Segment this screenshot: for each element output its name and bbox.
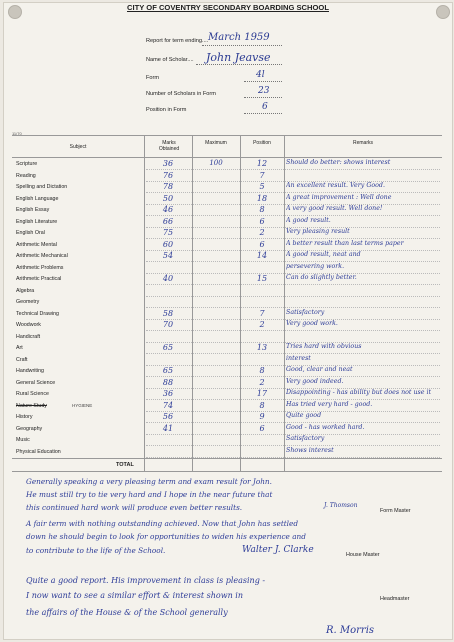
position-value: 2 <box>259 320 265 329</box>
school-title: CITY OF COVENTRY SECONDARY BOARDING SCHOOL <box>127 3 329 12</box>
position-label: Position in Form <box>146 107 187 113</box>
position-value: 15 <box>256 274 268 283</box>
table-row <box>12 402 442 411</box>
remark-text: Satisfactory <box>286 435 325 442</box>
period-value: March 1959 <box>208 32 270 43</box>
table-row <box>12 356 442 365</box>
subject-label: Craft <box>16 356 28 363</box>
subject-label: Scripture <box>16 161 38 167</box>
headmaster-signature: R. Morris <box>326 625 375 636</box>
table-row <box>12 344 442 353</box>
remark-text: An excellent result. Very Good. <box>286 182 385 189</box>
position-value: 6 <box>259 239 265 249</box>
table-row <box>12 160 442 169</box>
table-row <box>12 425 442 434</box>
remark-text: Shows interest <box>286 446 334 454</box>
row-rule <box>146 457 440 458</box>
mark-value: 66 <box>162 216 174 226</box>
house-master-label: House Master <box>346 552 380 558</box>
table-row <box>12 321 442 330</box>
subject-label: Geography <box>16 425 43 432</box>
position-value: 17 <box>256 389 268 398</box>
remark-text: Very good work. <box>286 320 338 327</box>
position-value: 7 <box>259 170 265 180</box>
table-row <box>12 287 442 296</box>
mark-value: 54 <box>162 251 174 260</box>
table-row <box>12 379 442 388</box>
table-row <box>12 448 442 457</box>
mark-value: 50 <box>162 193 174 203</box>
subject-label: Art <box>16 345 23 351</box>
remark-text: Tries hard with obvious <box>286 343 362 350</box>
table-row <box>12 333 442 342</box>
mark-value: 76 <box>162 170 174 180</box>
remark-text: Disappointing - has ability but does not use it <box>286 389 432 396</box>
table-row <box>12 218 442 227</box>
col-position: Position <box>253 140 271 146</box>
form-master-line-2: He must still try to tie very hard and I hope in the near future that <box>26 490 273 499</box>
marks-table <box>12 135 442 472</box>
position-value: 2 <box>259 377 265 387</box>
mark-value: 78 <box>162 182 174 191</box>
table-row <box>12 436 442 445</box>
remark-text: A good result, neat and <box>286 251 361 258</box>
remark-text: Can do slightly better. <box>286 274 357 281</box>
head-line-2: I now want to see a similar effort & interest shown in <box>26 591 243 600</box>
table-row <box>12 183 442 192</box>
subject-label: English Oral <box>16 230 45 236</box>
form-code: 11/70 <box>12 131 22 136</box>
period-label: Report for term ending.... <box>146 38 209 44</box>
row-rule <box>146 330 440 331</box>
subject-label: Technical Drawing <box>16 310 59 317</box>
position-value: 6 <box>259 423 265 433</box>
subject-label: History <box>16 414 33 420</box>
subject-label: English Literature <box>16 218 58 225</box>
subject-note: HYGIENE <box>72 402 93 408</box>
mark-value: 70 <box>162 320 174 329</box>
head-line-3: the affairs of the House & of the School generally <box>26 608 228 617</box>
subject-label: Arithmetic Mechanical <box>16 253 68 259</box>
remark-text: Very pleasing result <box>286 228 350 235</box>
scholar-label: Name of Scholar.... <box>146 57 194 63</box>
table-row <box>12 390 442 399</box>
table-row <box>12 229 442 238</box>
subject-label: Spelling and Dictation <box>16 184 68 190</box>
form-label: Form <box>146 75 160 81</box>
remark-text: persevering work. <box>286 262 345 270</box>
position-value: 7 <box>259 308 265 318</box>
house-master-line-2: down he should begin to look for opportunities to widen his experience and <box>26 532 306 541</box>
mark-value: 46 <box>162 205 174 214</box>
table-row <box>12 264 442 273</box>
subject-label: Handicraft <box>16 333 41 340</box>
mark-value: 65 <box>162 343 174 352</box>
table-row <box>12 413 442 422</box>
mark-value: 40 <box>162 274 174 283</box>
subject-label: Rural Science <box>16 391 49 397</box>
remark-text: A good result. <box>286 216 331 224</box>
col-maximum: Maximum <box>205 140 227 146</box>
subject-label: Woodwork <box>16 322 41 328</box>
position-value: 8 <box>259 400 265 410</box>
subject-label: Music <box>16 437 30 443</box>
remark-text: Should do better: shows interest <box>286 159 391 166</box>
remark-text: Good, clear and neat <box>286 366 353 373</box>
position-value: 6 <box>259 216 265 226</box>
house-master-line-1: A fair term with nothing outstanding achieved. Now that John has settled <box>26 519 299 528</box>
position-value: 13 <box>256 343 268 352</box>
subject-label: General Science <box>16 379 56 386</box>
form-master-label: Form Master <box>380 508 411 514</box>
mark-value: 41 <box>162 423 174 433</box>
subject-label: Reading <box>16 172 36 179</box>
report-card <box>3 2 453 640</box>
number-value: 23 <box>258 86 270 96</box>
mark-value: 60 <box>162 239 174 249</box>
col-subject: Subject <box>69 144 87 150</box>
row-rule <box>146 296 440 297</box>
mark-value: 74 <box>162 400 174 410</box>
col-remarks: Remarks <box>352 140 373 146</box>
remark-text: Quite good <box>286 412 322 419</box>
house-master-line-3: to contribute to the life of the School. <box>26 546 166 555</box>
scholar-value: John Jeavse <box>206 51 271 64</box>
head-line-1: Quite a good report. His improvement in class is pleasing - <box>26 576 266 585</box>
table-row <box>12 195 442 204</box>
subject-label: English Essay <box>16 207 50 213</box>
subject-label: Arithmetic Problems <box>16 264 64 271</box>
mark-value: 36 <box>162 159 174 168</box>
position-value: 2 <box>259 228 265 237</box>
mark-value: 88 <box>162 377 174 387</box>
position-value: 9 <box>259 412 265 421</box>
row-rule <box>146 284 440 285</box>
table-row <box>12 310 442 319</box>
form-master-initials: J. Thomson <box>324 502 358 509</box>
subject-label: Geometry <box>16 299 40 305</box>
mark-value: 56 <box>162 412 174 421</box>
remark-text: A very good result. Well done! <box>286 205 383 212</box>
remark-text: A great improvement : Well done <box>286 193 392 201</box>
mark-value: 58 <box>162 308 174 318</box>
table-row <box>12 252 442 261</box>
mark-value: 65 <box>162 366 174 375</box>
table-row <box>12 206 442 215</box>
total-label: TOTAL <box>116 462 134 468</box>
mark-value: 75 <box>162 228 174 237</box>
mark-value: 36 <box>162 389 174 398</box>
remark-text: Good - has worked hard. <box>286 423 365 431</box>
table-row <box>12 275 442 284</box>
remark-text: Very good indeed. <box>286 377 344 385</box>
subject-label: Arithmetic Practical <box>16 276 62 282</box>
subject-label: Physical Education <box>16 448 61 455</box>
position-value: 8 <box>259 205 265 214</box>
table-row <box>12 172 442 181</box>
subject-label: English Language <box>16 195 59 202</box>
subject-label: Algebra <box>16 287 35 294</box>
maximum-value: 100 <box>209 159 223 167</box>
remark-text: interest <box>286 354 311 362</box>
headmaster-label: Headmaster <box>380 596 410 602</box>
position-value: 12 <box>256 159 268 168</box>
remark-text: Satisfactory <box>286 308 325 316</box>
position-value: 5 <box>259 182 265 191</box>
subject-label: Arithmetic Mental <box>16 241 57 248</box>
form-master-line-1: Generally speaking a very pleasing term and exam result for John. <box>26 477 272 486</box>
number-label: Number of Scholars in Form <box>146 91 216 97</box>
position-value: 8 <box>259 366 265 375</box>
remark-text: Has tried very hard - good. <box>286 400 373 408</box>
house-master-signature: Walter J. Clarke <box>242 545 314 555</box>
subject-label: Nature Study <box>16 402 47 409</box>
table-row <box>12 298 442 307</box>
position-value: 6 <box>262 102 268 112</box>
remark-text: A better result than last terms paper <box>286 239 404 247</box>
col-marks: Marks Obtained <box>158 140 180 152</box>
position-value: 18 <box>256 193 268 203</box>
form-value: 4l <box>256 70 265 80</box>
table-row <box>12 241 442 250</box>
position-value: 14 <box>256 251 268 260</box>
table-row <box>12 367 442 376</box>
subject-label: Handwriting <box>16 368 44 374</box>
form-master-line-3: this continued hard work will produce even better results. <box>26 503 243 512</box>
